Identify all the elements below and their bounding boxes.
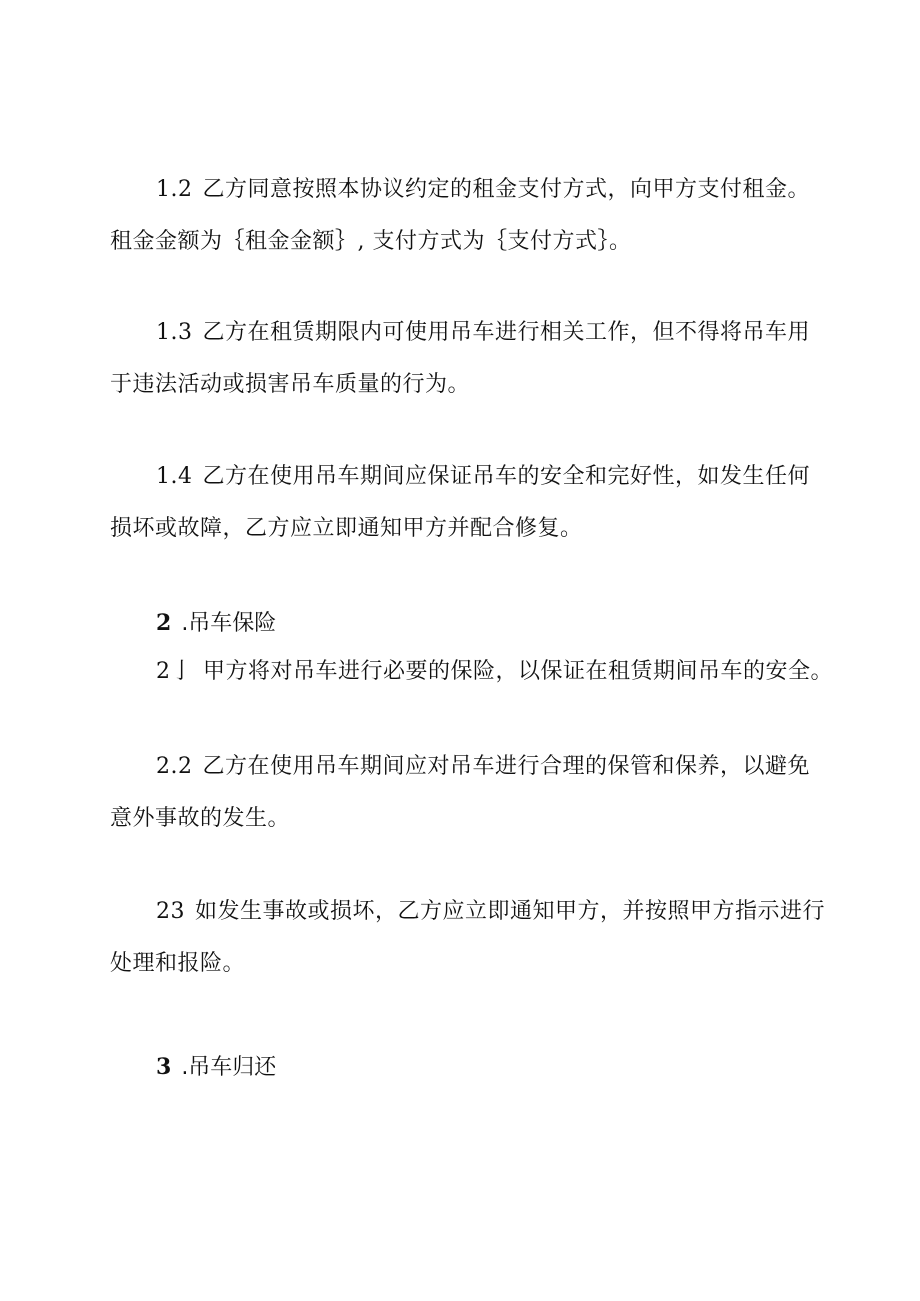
- clause-text: 乙方在使用吊车期间应保证吊车的安全和完好性，如发生任何: [202, 464, 811, 489]
- clause-number: 1.4: [156, 464, 193, 489]
- section-title: .吊车保险: [181, 611, 277, 636]
- clause-text: 乙方同意按照本协议约定的租金支付方式，向甲方支付租金。: [202, 177, 811, 202]
- clause-text: 乙方在租赁期限内可使用吊车进行相关工作，但不得将吊车用: [202, 320, 811, 345]
- clause-number: 2亅: [156, 659, 193, 684]
- clause-text-continued: 损坏或故障，乙方应立即通知甲方并配合修复。: [110, 516, 583, 541]
- clause-2-1: [110, 646, 834, 698]
- clause-line: [110, 451, 830, 503]
- clause-text: 乙方在使用吊车期间应对吊车进行合理的保管和保养，以避免: [202, 754, 811, 779]
- clause-text-continued: 处理和报险。: [110, 951, 246, 976]
- clause-line: [110, 741, 830, 793]
- clause-text: 甲方将对吊车进行必要的保险，以保证在租赁期间吊车的安全。: [203, 659, 834, 684]
- clause-line: [110, 164, 830, 216]
- clause-1-3: [110, 307, 830, 411]
- section-2-heading: [156, 597, 276, 650]
- clause-number: 2.2: [156, 754, 193, 779]
- clause-1-2: [110, 164, 830, 268]
- clause-text-continued: 租金金额为｛租金金额｝, 支付方式为｛支付方式｝。: [110, 229, 632, 254]
- section-title: .吊车归还: [181, 1055, 277, 1080]
- section-number: 2: [156, 610, 172, 636]
- clause-2-2: [110, 741, 830, 845]
- clause-2-3: [110, 886, 830, 990]
- clause-number: 23: [156, 899, 185, 924]
- clause-number: 1.2: [156, 177, 193, 202]
- clause-number: 1.3: [156, 320, 193, 345]
- clause-text-continued: 于违法活动或损害吊车质量的行为。: [110, 372, 471, 397]
- clause-line: [110, 307, 830, 359]
- clause-text: 如发生事故或损坏，乙方应立即通知甲方，并按照甲方指示进行: [195, 899, 826, 924]
- clause-1-4: [110, 451, 830, 555]
- section-3-heading: [156, 1041, 276, 1094]
- clause-text-continued: 意外事故的发生。: [110, 806, 291, 831]
- clause-line: [110, 646, 834, 698]
- section-number: 3: [156, 1054, 172, 1080]
- clause-line: [110, 886, 830, 938]
